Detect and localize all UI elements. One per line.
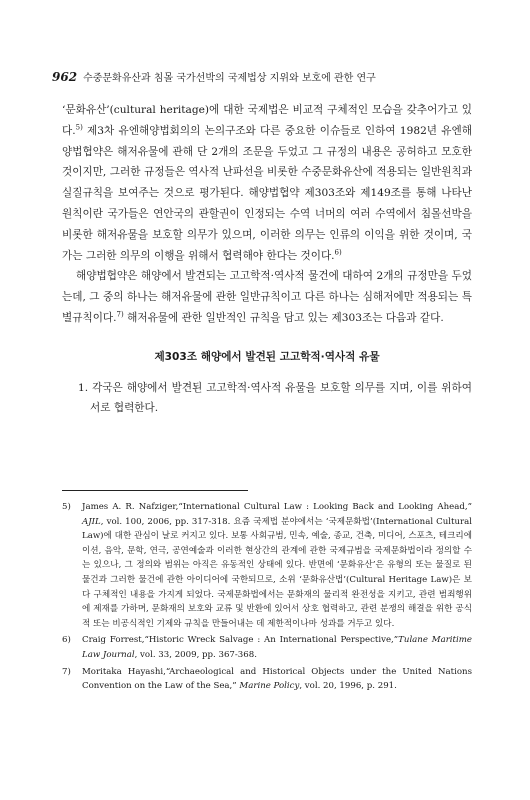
footnote-6 — [62, 633, 472, 662]
footnote-text — [82, 665, 472, 694]
footnote-number: 7) — [62, 666, 71, 677]
footnote-text — [82, 633, 472, 662]
paragraph-text: 제3차 유엔해양법회의의 논의구조와 다른 중요한 이슈들로 인하여 1982년 유엔해양법협약은 해저유물에 관해 단 2개의 조문을 두었고 그 규정의 내용은 공허하고 모호한 것이지만, 그러한 규정들은 역사적 난파선을 비롯한 수중문화유산에 적용되는 일반원칙과 실질규칙을 보여주는 것으로 평가된다. 해양법협약 제303조와 제149조를 통해 나타난 원칙이란 국가들은 연안국의 관할권이 인정되는 수역 너머의 여러 수역에서 침몰선박을 비롯한 해저유물을 보호할 의무가 있으며, 이러한 의무는 인류의 이익을 위한 것이며, 국가는 그러한 의무의 이행을 위해서 협력해야 한다는 것이다. — [62, 124, 472, 262]
paragraph-1 — [62, 100, 472, 266]
footnote-segment: , vol. 100, 2006, pp. 317-318. 요즘 국제법 분야에서는 ‘국제문화법’(International Cultural Law)에 대한 관심이 날로 커지고 있다. 보통 사회규범, 민속, 예술, 종교, 건축, 미디어, 스포츠, 테크리에이션, 음악, 문학, 연극, 공연예술과 이러한 현상간의 관계에 관한 국제규범을 국제문화법이라 정의할 수는 있으나, 그 정의와 범위는 아직은 유동적인 상태에 있다. 반면에 ‘문화유산’은 유형의 또는 물질로 된 물건과 그러한 물건에 관한 아이디어에 국한되므로, 소위 ‘문화유산법’(Cultural Heritage Law)은 보다 구체적인 내용을 가지게 되었다. 국제문화법에서는 문화재의 물리적 완전성을 지키고, 관련 범죄행위에 제재를 가하며, 문화재의 보호와 교류 및 반환에 있어서 상호 협력하고, 관련 분쟁의 해결을 위한 공식적 또는 비공식적인 기제와 규칙을 만들어내는 데 제한적이나마 성과를 거두고 있다. — [82, 516, 472, 629]
running-header — [52, 69, 482, 84]
footnote-ref-7[interactable]: 7) — [116, 310, 124, 319]
footnote-journal: Marine Policy — [239, 681, 300, 692]
footnote-number: 5) — [62, 502, 71, 512]
paragraph-text: 해양법협약은 해양에서 발견되는 고고학적·역사적 물건에 대하여 2개의 규정만을 두었는데, 그 중의 하나는 해저유물에 관한 일반규칙이고 다른 하나는 심해저에만 적용되는 특별규칙이다. — [62, 270, 472, 324]
paragraph-text: 해저유물에 관한 일반적인 규칙을 담고 있는 제303조는 다음과 같다. — [123, 311, 444, 324]
running-title: 수중문화유산과 침몰 국가선박의 국제법상 지위와 보호에 관한 연구 — [83, 73, 376, 84]
article-item-number: 1. — [78, 381, 89, 394]
footnotes — [62, 500, 472, 696]
footnote-ref-5[interactable]: 5) — [75, 123, 83, 132]
paragraph-2 — [62, 266, 472, 328]
body-text — [62, 100, 472, 419]
footnote-segment: , vol. 20, 1996, p. 291. — [299, 681, 397, 692]
paragraph-text: ‘문화유산’(cultural heritage)에 대한 국제법은 비교적 구체적인 모습을 갖추어가고 있다. — [62, 104, 472, 137]
article-item — [62, 378, 472, 420]
footnote-5 — [62, 500, 472, 631]
footnote-journal: AJIL — [82, 516, 101, 527]
footnote-segment: James A. R. Nafziger,“International Cultural Law : Looking Back and Looking Ahead,” — [82, 502, 472, 512]
footnote-text — [82, 500, 472, 631]
footnote-ref-6[interactable]: 6) — [334, 248, 342, 257]
footnote-segment: Moritaka Hayashi,“Archaeological and Historical Objects under the United Nations Convention on the Law of the Sea,” — [82, 666, 472, 692]
footnote-number: 6) — [62, 635, 71, 646]
footnote-segment: Craig Forrest,“Historic Wreck Salvage : An International Perspective,” — [82, 635, 399, 646]
article-item-text: 각국은 해양에서 발견된 고고학적·역사적 유물을 보호할 의무를 지며, 이를 위하여 서로 협력한다. — [90, 381, 472, 415]
footnote-journal: Tulane Maritime Law Journal — [82, 635, 472, 660]
footnote-7 — [62, 665, 472, 694]
footnote-divider — [62, 490, 248, 491]
page-number: 962 — [52, 70, 78, 84]
footnote-segment: , vol. 33, 2009, pp. 367-368. — [134, 649, 257, 660]
article-title: 제303조 해양에서 발견된 고고학적·역사적 유물 — [154, 350, 380, 363]
